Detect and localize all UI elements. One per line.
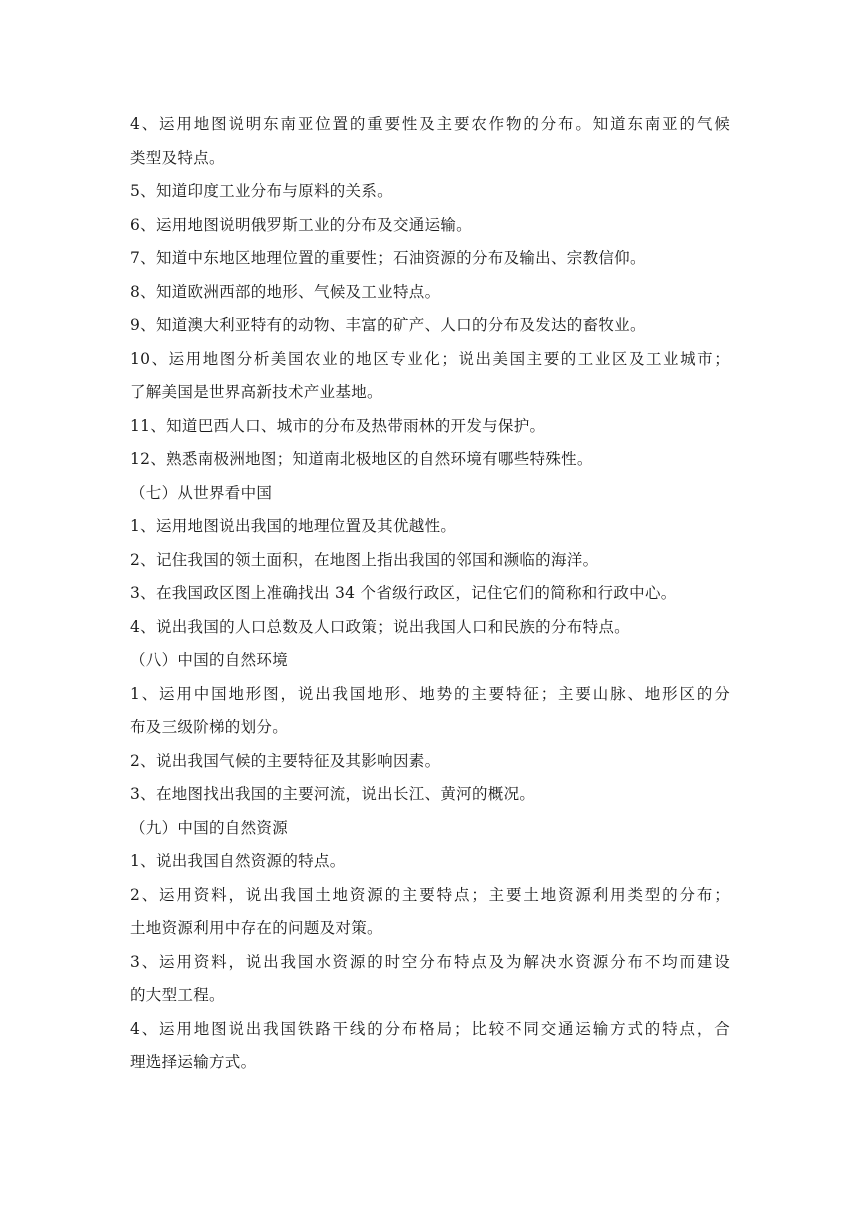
text-line: 4、运用地图说出我国铁路干线的分布格局；比较不同交通运输方式的特点，合 xyxy=(130,1019,730,1038)
text-line: 的大型工程。 xyxy=(130,986,225,1004)
text-line: 5、知道印度工业分布与原料的关系。 xyxy=(130,182,393,200)
text-line: 1、运用地图说出我国的地理位置及其优越性。 xyxy=(130,517,457,535)
text-line: 1、运用中国地形图，说出我国地形、地势的主要特征；主要山脉、地形区的分 xyxy=(130,684,730,703)
text-line: 4、说出我国的人口总数及人口政策；说出我国人口和民族的分布特点。 xyxy=(130,617,630,636)
text-line: 理选择运输方式。 xyxy=(130,1053,257,1071)
text-line: 1、说出我国自然资源的特点。 xyxy=(130,852,346,870)
text-line: 了解美国是世界高新技术产业基地。 xyxy=(130,383,383,401)
section-heading: （九）中国的自然资源 xyxy=(130,818,289,837)
text-line: 2、运用资料，说出我国土地资源的主要特点；主要土地资源利用类型的分布； xyxy=(130,885,730,904)
text-line: 12、熟悉南极洲地图；知道南北极地区的自然环境有哪些特殊性。 xyxy=(130,450,593,468)
text-line: 3、运用资料，说出我国水资源的时空分布特点及为解决水资源分布不均而建设 xyxy=(130,952,730,971)
text-line: 2、记住我国的领土面积，在地图上指出我国的邻国和濒临的海洋。 xyxy=(130,550,599,569)
text-line: 4、运用地图说明东南亚位置的重要性及主要农作物的分布。知道东南亚的气候 xyxy=(130,115,730,133)
text-line: 3、在我国政区图上准确找出 34 个省级行政区，记住它们的简称和行政中心。 xyxy=(130,584,677,602)
text-line: 10、运用地图分析美国农业的地区专业化；说出美国主要的工业区及工业城市； xyxy=(130,349,730,368)
section-heading: （七）从世界看中国 xyxy=(130,483,273,502)
text-line: 8、知道欧洲西部的地形、气候及工业特点。 xyxy=(130,282,441,301)
text-line: 9、知道澳大利亚特有的动物、丰富的矿产、人口的分布及发达的畜牧业。 xyxy=(130,316,646,334)
text-line: 11、知道巴西人口、城市的分布及热带雨林的开发与保护。 xyxy=(130,416,546,435)
text-line: 7、知道中东地区地理位置的重要性；石油资源的分布及输出、宗教信仰。 xyxy=(130,249,646,267)
text-line: 布及三级阶梯的划分。 xyxy=(130,718,289,736)
text-line: 类型及特点。 xyxy=(130,148,225,167)
section-heading: （八）中国的自然环境 xyxy=(130,651,289,669)
text-line: 3、在地图找出我国的主要河流，说出长江、黄河的概况。 xyxy=(130,785,536,803)
document-body xyxy=(130,108,730,1080)
text-line: 2、说出我国气候的主要特征及其影响因素。 xyxy=(130,751,441,770)
text-line: 6、运用地图说明俄罗斯工业的分布及交通运输。 xyxy=(130,215,472,234)
text-line: 土地资源利用中存在的问题及对策。 xyxy=(130,919,383,937)
